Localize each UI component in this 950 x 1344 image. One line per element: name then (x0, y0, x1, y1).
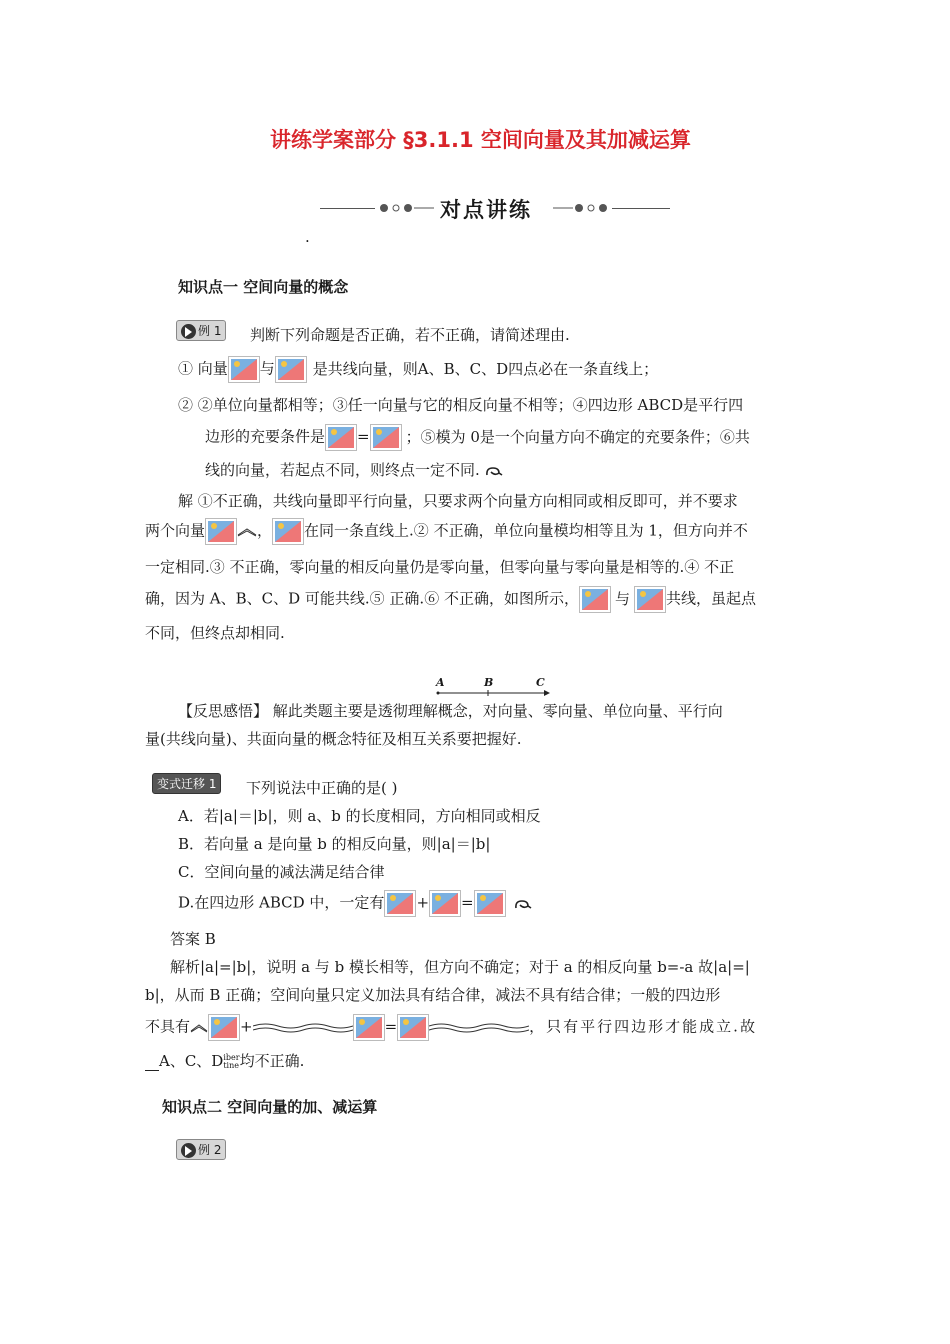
play-icon (181, 324, 196, 339)
reflection-line-1: 【反思感悟】 解此类题主要是透彻理解概念，对向量、零向量、单位向量、平行向 (178, 702, 723, 720)
vector-image (474, 890, 506, 917)
analysis-line-4: A、C、D iber tine 均不正确. (145, 1050, 304, 1071)
banner-line-right (612, 208, 670, 209)
solution-1-line-3: 一定相同.③ 不正确，零向量的相反向量仍是零向量，但零向量与零向量是相等的.④ 不正 (145, 558, 735, 576)
example-1-item-2-line-2: 边形的充要条件是 = ；⑤模为 0是一个向量方向不确定的充要条件；⑥共 (205, 424, 750, 451)
section-heading-2: 知识点二 空间向量的加、减运算 (162, 1098, 378, 1116)
snail-icon (485, 465, 503, 477)
vector-image (370, 424, 402, 451)
solution-1-line-1: 解 ①不正确，共线向量即平行向量，只要求两个向量方向相同或相反即可，并不要求 (178, 492, 738, 510)
analysis-line-2: b|，从而 B 正确；空间向量只定义加法具有结合律，减法不具有结合律；一般的四边形 (145, 986, 721, 1004)
vector-image (272, 518, 304, 545)
vector-image (325, 424, 357, 451)
analysis-line-1: 解析|a|=|b|，说明 a 与 b 模长相等，但方向不确定；对于 a 的相反向量 b=-a 故|a|=| (170, 958, 750, 976)
option-c: C．空间向量的减法满足结合律 (178, 863, 385, 881)
wave-mark (429, 1022, 529, 1034)
example-1-question: 判断下列命题是否正确，若不正确，请简述理由. (250, 326, 570, 344)
figure-label-c: C (536, 676, 545, 689)
vector-image (353, 1014, 385, 1041)
vector-image (205, 518, 237, 545)
vector-image (634, 586, 666, 613)
page-title: 讲练学案部分 §3.1.1 空间向量及其加减运算 (270, 128, 691, 152)
variant-1-badge: 变式迁移 1 (152, 773, 221, 794)
vector-image (397, 1014, 429, 1041)
option-b: B．若向量 a 是向量 b 的相反向量，则|a|＝|b| (178, 835, 491, 853)
banner-line-left (320, 208, 375, 209)
variant-1-question: 下列说法中正确的是( ) (246, 779, 398, 797)
answer: 答案 B (170, 930, 216, 948)
collinear-figure (432, 676, 552, 698)
figure-line (432, 688, 552, 698)
banner-ornament-right (553, 201, 613, 215)
solution-1-line-4: 确，因为 A、B、C、D 可能共线.⑤ 正确.⑥ 不正确，如图所示， 与 共线，虽起点 (145, 586, 756, 613)
option-d: D.在四边形 ABCD 中，一定有 + = (178, 890, 532, 917)
wave-mark (190, 1023, 208, 1033)
snail-icon (514, 898, 532, 910)
option-a: A．若|a|＝|b|，则 a、b 的长度相同，方向相同或相反 (178, 807, 541, 825)
banner-ornament-left (374, 201, 434, 215)
example-1-badge: 例 1 (176, 320, 226, 341)
banner-title: 对点讲练 (440, 198, 532, 222)
reflection-line-2: 量(共线向量)、共面向量的概念特征及相互关系要把握好. (145, 730, 522, 748)
analysis-line-3: 不具有 + = ，只有平行四边形才能成立.故 (145, 1014, 757, 1041)
wave-mark (253, 1022, 353, 1034)
vector-image (208, 1014, 240, 1041)
solution-1-line-5: 不同，但终点却相同. (145, 624, 285, 642)
vector-image (579, 586, 611, 613)
play-icon (181, 1143, 196, 1158)
underline-mark (145, 1070, 159, 1071)
vector-image (275, 356, 307, 383)
example-1-item-2-line-1: ② ②单位向量都相等；③任一向量与它的相反向量不相等；④四边形 ABCD是平行四 (178, 396, 744, 414)
example-2-badge: 例 2 (176, 1139, 226, 1160)
vector-image (384, 890, 416, 917)
example-1-item-2-line-3: 线的向量，若起点不同，则终点一定不同. (205, 459, 503, 480)
figure-label-b: B (484, 676, 494, 689)
stray-dot: . (305, 228, 310, 246)
wave-mark (237, 527, 257, 537)
solution-1-line-2: 两个向量 ， 在同一条直线上.② 不正确，单位向量模均相等且为 1，但方向并不 (145, 518, 748, 545)
figure-label-a: A (436, 676, 445, 689)
section-heading-1: 知识点一 空间向量的概念 (178, 278, 349, 296)
vector-image (228, 356, 260, 383)
vector-image (429, 890, 461, 917)
example-1-item-1: ① 向量 与 是共线向量，则A、B、C、D四点必在一条直线上； (178, 356, 658, 383)
